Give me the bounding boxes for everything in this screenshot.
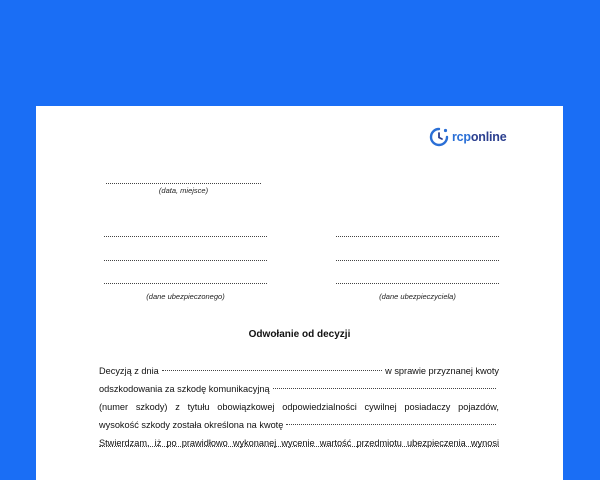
date-place-caption: (data, miejsce) bbox=[158, 186, 209, 195]
rcponline-logo bbox=[428, 126, 506, 148]
insurer-line-1 bbox=[336, 236, 499, 237]
document-page bbox=[36, 106, 563, 480]
insurer-line-2 bbox=[336, 260, 499, 261]
body-line-3 bbox=[99, 398, 499, 416]
logo-text-rcp: rcp bbox=[452, 130, 471, 144]
claim-number-field bbox=[273, 388, 496, 389]
body-line-4 bbox=[99, 416, 499, 434]
body-line-1 bbox=[99, 362, 499, 380]
body-line-1-end: w sprawie przyznanej kwoty bbox=[385, 366, 499, 376]
body-line-2-start: odszkodowania za szkodę komunikacyjną bbox=[99, 384, 270, 394]
body-line-4-start: wysokość szkody została określona na kwotę bbox=[99, 420, 284, 430]
insured-caption: (dane ubezpieczonego) bbox=[146, 292, 225, 301]
body-paragraph bbox=[99, 362, 499, 470]
body-line-3-text: (numer szkody) z tytułu obowiązkowej odpowiedzialności cywilnej posiadaczy pojazdów, bbox=[99, 402, 499, 412]
decision-date-field bbox=[162, 370, 382, 371]
body-line-2 bbox=[99, 380, 499, 398]
insured-line-3 bbox=[104, 283, 267, 284]
clock-icon bbox=[428, 126, 450, 148]
valuation-amount-field bbox=[99, 446, 499, 447]
body-line-5 bbox=[99, 434, 499, 452]
logo-text bbox=[452, 130, 506, 144]
insured-line-2 bbox=[104, 260, 267, 261]
logo-text-online: online bbox=[470, 130, 507, 144]
body-line-1-start: Decyzją z dnia bbox=[99, 366, 159, 376]
date-place-line bbox=[106, 183, 261, 184]
insurer-caption: (dane ubezpieczyciela) bbox=[379, 292, 456, 301]
insured-line-1 bbox=[104, 236, 267, 237]
body-line-6 bbox=[99, 452, 499, 470]
insurer-line-3 bbox=[336, 283, 499, 284]
body-line-5-text: Stwierdzam, iż po prawidłowo wykonanej wycenie wartość przedmiotu ubezpieczenia wynosi bbox=[99, 438, 499, 448]
document-title: Odwołanie od decyzji bbox=[248, 329, 351, 340]
damage-amount-field bbox=[286, 424, 496, 425]
